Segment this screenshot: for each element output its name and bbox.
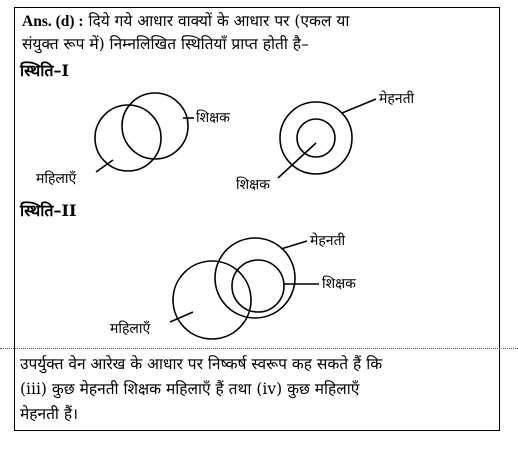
answer-line-2: संयुक्त रूप में) निम्नलिखित स्थितियाँ प्राप्त होती है– [22, 35, 309, 53]
women-circle-2 [173, 261, 251, 339]
conclusion-line-1: उपर्युक्त वेन आरेख के आधार पर निष्कर्ष स्वरूप कह सकते हैं कि [20, 355, 383, 373]
situation-1-heading: स्थिति–I [20, 61, 70, 80]
answer-prefix: Ans. (d) : [22, 13, 84, 30]
conclusion-line-2: (iii) कुछ मेहनती शिक्षक महिलाएँ हैं तथा (iv) कुछ महिलाएँ [20, 380, 360, 398]
label-women-2: महिलाएँ [110, 321, 151, 337]
label-teacher-2: शिक्षक [322, 276, 356, 292]
label-teacher-1a: शिक्षक [196, 110, 230, 126]
conclusion-text [20, 352, 490, 427]
leader-hardworking-1b [342, 99, 376, 113]
teacher-circle-1a [122, 93, 188, 159]
teacher-circle-2 [232, 260, 284, 312]
answer-line-1: दिये गये आधार वाक्यों के आधार पर (एकल या [88, 12, 350, 30]
label-women-1a: महिलाएँ [36, 171, 77, 187]
leader-hardworking-2 [281, 241, 307, 249]
hardworking-circle-1b [280, 102, 352, 174]
situation-2-heading: स्थिति–II [20, 201, 77, 220]
conclusion-line-3: मेहनती हैं। [20, 405, 78, 423]
teacher-circle-1b [297, 119, 335, 157]
label-teacher-1b: शिक्षक [236, 177, 270, 193]
label-hardworking-1b: मेहनती [379, 91, 415, 107]
women-circle-1a [95, 105, 161, 171]
label-hardworking-2: मेहनती [310, 233, 346, 249]
leader-women-2 [170, 312, 193, 322]
